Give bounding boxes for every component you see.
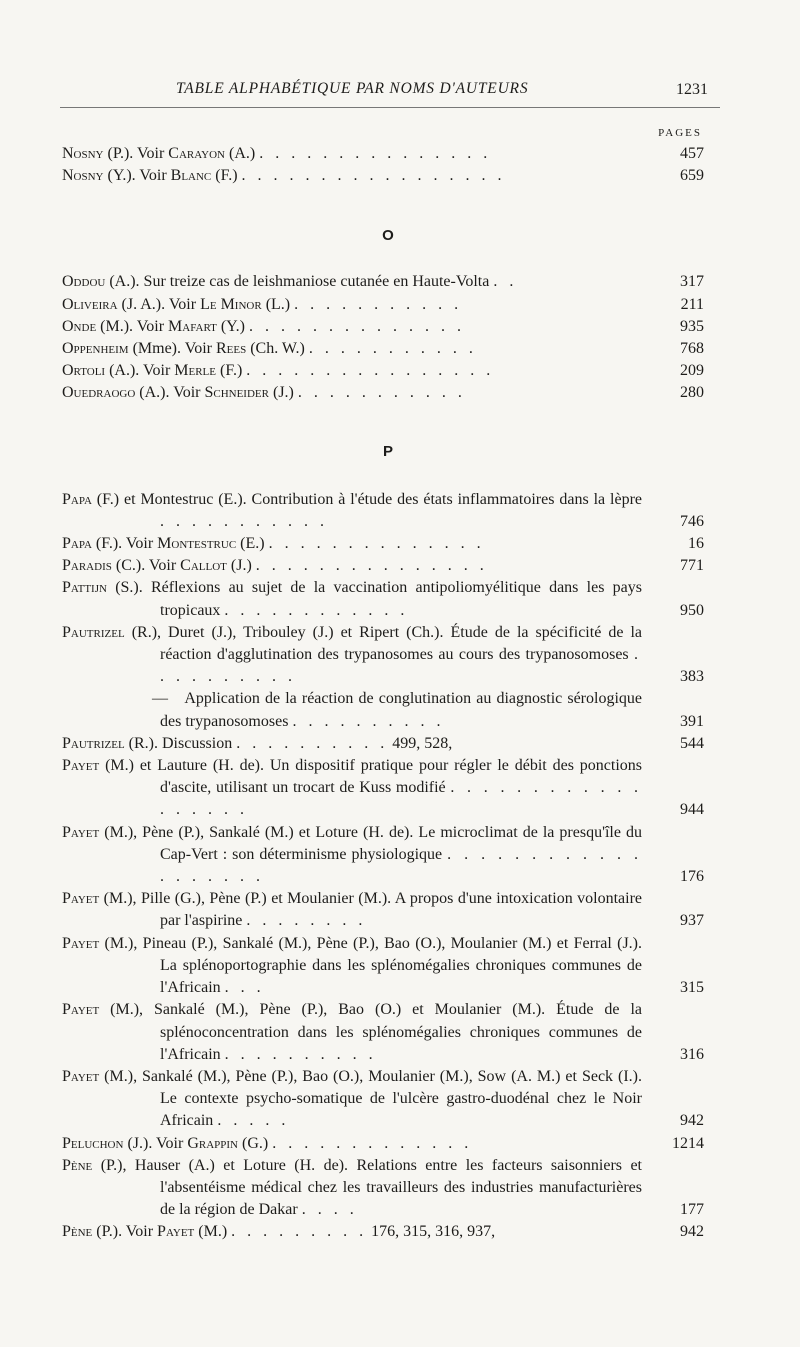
cross-reference: Callot <box>180 557 227 575</box>
author-name: Payet <box>62 890 100 908</box>
page-reference: 383 <box>680 668 704 686</box>
page-reference: 1214 <box>672 1134 704 1152</box>
author-name: Paradis <box>62 557 112 575</box>
index-entry: Payet (M.), Pène (P.), Sankalé (M.) et Loture (H. de). Le microclimat de la presqu'île du Cap-Vert : son déterminisme physiologique . . . . . . . . . . . . . . . . . . . 176 <box>62 822 704 889</box>
author-name: Papa <box>62 490 92 508</box>
author-name: Nosny <box>62 145 104 162</box>
author-name: Payet <box>62 1067 100 1085</box>
page-reference: 942 <box>680 1112 704 1130</box>
section-letter-p: P <box>382 442 393 460</box>
page-reference: 315 <box>680 979 704 997</box>
cross-reference: Montestruc <box>157 535 237 553</box>
cross-reference: Grappin <box>187 1134 238 1152</box>
index-entry: Pautrizel (R.), Duret (J.), Tribouley (J.) et Ripert (Ch.). Étude de la spécificité de la réaction d'agglutination des trypanosomes au cours des trypanosomoses . . . . . . . . . . 383 <box>62 622 704 689</box>
page-number: 1231 <box>676 81 708 98</box>
author-name: Oppenheim <box>62 340 129 358</box>
index-entry: Pène (P.), Hauser (A.) et Loture (H. de). Relations entre les facteurs saisonniers et l'absentéisme médical chez les travailleurs des industries manufacturières de la région de Dakar . . . . 177 <box>62 1155 704 1222</box>
index-entry: Onde (M.). Voir Mafart (Y.) . . . . . . . . . . . . . . 935 <box>62 316 704 338</box>
index-entry: Payet (M.) et Lauture (H. de). Un dispositif pratique pour régler le débit des ponctions d'ascite, utilisant un trocart de Kuss modifié . . . . . . . . . . . . . . . . . . 944 <box>62 755 704 822</box>
author-name: Ortoli <box>62 362 106 380</box>
index-entry: Payet (M.), Sankalé (M.), Pène (P.), Bao (O.) et Moulanier (M.). Étude de la splénoconcentration dans les splénomégalies chroniques communes de l'Africain . . . . . . . . . . 316 <box>62 999 704 1066</box>
index-entry: Nosny (Y.). Voir Blanc (F.) . . . . . . . . . . . . . . . . . 659 <box>62 165 704 187</box>
page-reference: 176 <box>680 868 704 886</box>
page-reference: 746 <box>680 512 704 530</box>
page-reference: 935 <box>680 317 704 335</box>
running-header <box>60 80 720 110</box>
index-entry: — Application de la réaction de conglutination au diagnostic sérologique des trypanosomoses . . . . . . . . . . 391 <box>62 688 704 732</box>
page-reference: 771 <box>680 557 704 575</box>
author-name: Pattijn <box>62 579 107 597</box>
author-name: Pautrizel <box>62 623 125 641</box>
author-name: Oliveira <box>62 295 118 313</box>
index-entry: Ortoli (A.). Voir Merle (F.) . . . . . . . . . . . . . . . . 209 <box>62 360 704 382</box>
index-entry: Payet (M.), Sankalé (M.), Pène (P.), Bao (O.), Moulanier (M.), Sow (A. M.) et Seck (I.). Le contexte psycho-somatique de l'ulcère gastro-duodénal chez le Noir Africain . . . . . 942 <box>62 1066 704 1133</box>
author-name: Onde <box>62 317 97 335</box>
author-name: Pène <box>62 1156 93 1174</box>
index-entry: Pattijn (S.). Réflexions au sujet de la vaccination antipoliomyélitique dans les pays tropicaux . . . . . . . . . . . . 950 <box>62 577 704 621</box>
author-name: Peluchon <box>62 1134 124 1152</box>
cross-reference: Mafart <box>168 317 217 335</box>
index-entry: Pène (P.). Voir Payet (M.) . . . . . . . . . 176, 315, 316, 937, 942 <box>62 1221 704 1243</box>
author-name: Payet <box>62 823 100 841</box>
page-reference: 16 <box>688 535 704 553</box>
index-entry: Ouedraogo (A.). Voir Schneider (J.) . . . . . . . . . . . 280 <box>62 382 704 404</box>
cross-reference: Rees <box>215 340 247 358</box>
page-reference: 280 <box>680 384 704 402</box>
cross-reference: Le Minor <box>200 295 262 313</box>
page-reference: 317 <box>680 273 704 291</box>
page-reference: 950 <box>680 601 704 619</box>
author-name: Pène <box>62 1223 93 1241</box>
index-entry: Papa (F.). Voir Montestruc (E.) . . . . . . . . . . . . . . 16 <box>62 533 704 555</box>
header-rule <box>60 107 720 108</box>
index-entry: Payet (M.), Pille (G.), Pène (P.) et Moulanier (M.). A propos d'une intoxication volontaire par l'aspirine . . . . . . . . 937 <box>62 888 704 932</box>
cross-reference: Schneider <box>204 384 269 402</box>
index-entry: Pautrizel (R.). Discussion . . . . . . . . . . 499, 528, 544 <box>62 733 704 755</box>
author-name: Payet <box>62 757 100 775</box>
author-name: Payet <box>62 934 100 952</box>
page-reference: 544 <box>680 734 704 752</box>
page-reference: 209 <box>680 362 704 380</box>
index-entry: Oppenheim (Mme). Voir Rees (Ch. W.) . . . . . . . . . . . 768 <box>62 338 704 360</box>
cross-reference: Payet <box>157 1223 195 1241</box>
page-reference: 177 <box>680 1201 704 1219</box>
author-name: Oddou <box>62 273 106 291</box>
cross-reference: Carayon <box>168 145 225 162</box>
section-letter-o: O <box>382 227 394 245</box>
page-reference: 316 <box>680 1045 704 1063</box>
page-reference-list: 176, 315, 316, 937, <box>371 1223 496 1241</box>
pages-column-label: PAGES <box>658 127 702 139</box>
page-reference: 937 <box>680 912 704 930</box>
cross-reference: Blanc <box>170 167 212 185</box>
cross-reference: Merle <box>174 362 216 380</box>
index-entry: Oddou (A.). Sur treize cas de leishmaniose cutanée en Haute-Volta . . 317 <box>62 271 704 293</box>
index-entry: Papa (F.) et Montestruc (E.). Contribution à l'étude des états inflammatoires dans la lèpre . . . . . . . . . . . 746 <box>62 489 704 533</box>
author-name: Nosny <box>62 167 104 185</box>
index-entry: Payet (M.), Pineau (P.), Sankalé (M.), Pène (P.), Bao (O.), Moulanier (M.) et Ferral (J.). La splénoportographie dans les splénomégalies chroniques communes de l'Africain . . . 315 <box>62 933 704 1000</box>
author-name: Papa <box>62 535 92 553</box>
page-reference: 768 <box>680 340 704 358</box>
index-entry: Nosny (P.). Voir Carayon (A.) . . . . . . . . . . . . . . . 457 <box>62 143 704 165</box>
author-name: Pautrizel <box>62 734 125 752</box>
page-reference: 457 <box>680 145 704 162</box>
page-reference: 944 <box>680 801 704 819</box>
page-reference: 391 <box>680 712 704 730</box>
page-reference: 211 <box>680 295 704 313</box>
index-entry: Paradis (C.). Voir Callot (J.) . . . . . . . . . . . . . . . 771 <box>62 555 704 577</box>
index-entry: Oliveira (J. A.). Voir Le Minor (L.) . . . . . . . . . . . 211 <box>62 294 704 316</box>
running-title: TABLE ALPHABÉTIQUE PAR NOMS D'AUTEURS <box>176 80 529 97</box>
index-entry: Peluchon (J.). Voir Grappin (G.) . . . . . . . . . . . . . 1214 <box>62 1133 704 1155</box>
author-name: Payet <box>62 1001 100 1019</box>
page-reference-list: 499, 528, <box>392 734 453 752</box>
index-entries <box>0 143 800 1244</box>
page-reference: 659 <box>680 167 704 185</box>
author-name: Ouedraogo <box>62 384 136 402</box>
page-reference: 942 <box>680 1223 704 1241</box>
